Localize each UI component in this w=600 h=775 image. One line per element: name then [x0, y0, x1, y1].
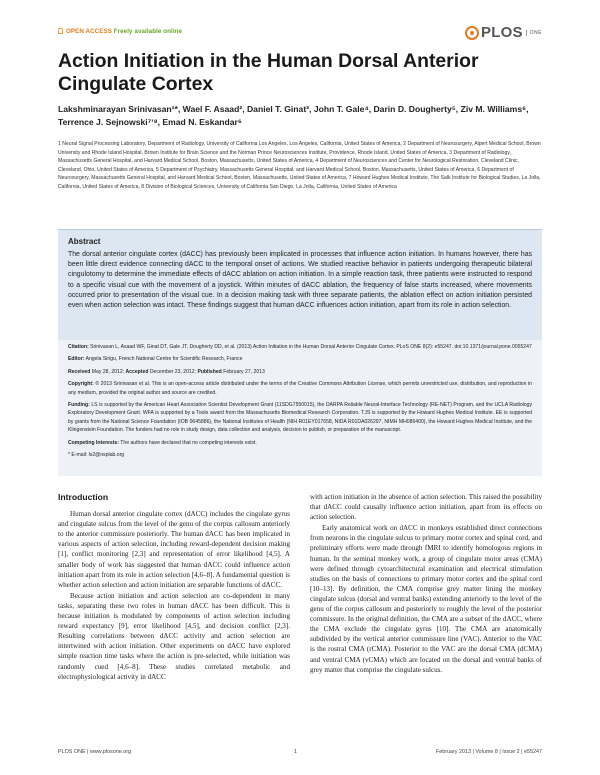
- intro-paragraph: with action initiation in the absence of action selection. This raised the possibility that dACC could causally influence action initiation, apart from its effects on action selection.: [310, 493, 542, 522]
- funding-label: Funding:: [68, 402, 90, 409]
- competing-text: The authors have declared that no competing interests exist.: [120, 439, 257, 446]
- open-lock-icon: [58, 28, 63, 34]
- author-list: Lakshminarayan Srinivasan¹*, Wael F. Asaad², Daniel T. Ginat³, John T. Gale⁴, Darin D. Dougherty⁵, Ziv M. Williams⁶, Terrence J. Sejnowski⁷ʼ⁸, Emad N. Eskandar⁶: [58, 104, 529, 127]
- plos-logo-text: PLOS: [481, 24, 523, 41]
- open-access-label-1: OPEN: [66, 28, 84, 35]
- page-footer: [58, 749, 542, 759]
- article-metadata: [58, 340, 542, 476]
- copyright-text: © 2013 Srinivasan et al. This is an open-access article distributed under the terms of the Creative Commons Attribution License, which permits unrestricted use, distribution, and reproduction in any medium, provided the original author and source are credited.: [68, 381, 532, 396]
- column-left: [58, 492, 290, 683]
- footer-issue: February 2013 | Volume 8 | Issue 2 | e55247: [435, 749, 542, 755]
- published-date: February 27, 2013: [223, 368, 265, 375]
- plos-logo-icon: [465, 26, 479, 40]
- intro-paragraph: Because action initiation and action selection are co-dependent in many tasks, separating these two roles in human dACC has been difficult. This is because initiation is modulated by components of action selection including reward expectancy [9], error likelihood [4,5], and decision conflict [2,3]. Resulting correlations between dACC activity and action selection are intertwined with action initiation. Other experiments on dACC have explored simple reaction time tasks where the action is pre-selected, while initiation was randomly cued [4,6–8]. These studies correlated metabolic and electrophysiological activity in dACC: [58, 591, 290, 681]
- journal-header: [58, 26, 542, 40]
- page-number: 1: [294, 749, 297, 755]
- intro-paragraph: Human dorsal anterior cingulate cortex (dACC) includes the cingulate gyrus and cingulate sulcus from the level of the genu of the corpus callosum anteriorly to the anterior commissure posteriorly. The human dACC has been implicated in various aspects of action selection, including reward-dependent decision making [1], conflict monitoring [2,3] and representation of error likelihood [4,5]. A smaller body of work has suggested that human dACC could influence action initiation apart from its role in action selection [4,6–8]. A fundamental question is whether action selection and action initiation are separable functions of dACC.: [58, 510, 290, 589]
- copyright-line: [68, 380, 532, 397]
- editor-label: Editor:: [68, 356, 85, 363]
- citation-text: Srinivasan L, Asaad WF, Ginat DT, Gale JT, Dougherty DD, et al. (2013) Action Initiation in the Human Dorsal Anterior Cingulate Cortex. PLoS ONE 8(2): e55247. doi:10.1371/journal.pone.0055247: [90, 344, 532, 350]
- email-line[interactable]: * E-mail: ls2@nsplab.org: [68, 452, 125, 459]
- funding-line: [68, 401, 532, 435]
- dates-line: [68, 368, 532, 376]
- accepted-label: Accepted: [125, 368, 149, 375]
- article-title: Action Initiation in the Human Dorsal Anterior Cingulate Cortex: [58, 50, 479, 95]
- introduction-heading: Introduction: [58, 492, 109, 502]
- received-label: Received: [68, 368, 91, 375]
- citation-label: Citation:: [68, 344, 89, 350]
- open-access-label-2: ACCESS: [85, 28, 112, 35]
- competing-interests-line: [68, 439, 532, 447]
- open-access-banner: [58, 28, 182, 35]
- affiliations: 1 Neural Signal Processing Laboratory, Department of Radiology, University of California Los Angeles, Los Angeles, California, United States of America, 2 Department of Neurosurgery, Alpert Medical School, Brown University and Rhode Island Hospital, Brown Institute for Brain Science and the Norman Prince Neurosciences Institute, Providence, Rhode Island, United States of America, 3 Department of Radiology, Massachusetts General Hospital, and Harvard Medical School, Boston, Massachusetts, United States of America, 4 Department of Neurosciences and Center for Neurological Restoration, Cleveland Clinic, Cleveland, Ohio, United States of America, 5 Department of Psychiatry, Massachusetts General Hospital, and Harvard Medical School, Boston, Massachusetts, United States of America, 6 Department of Neurosurgery, Massachusetts General Hospital, and Harvard Medical School, Boston, Massachusetts, United States of America, 7 Howard Hughes Medical Institute, The Salk Institute for Biological Studies, La Jolla, California, United States of America, 8 Division of Biological Sciences, University of California San Diego, La Jolla, California, United States of America: [58, 141, 541, 190]
- citation-line: [68, 343, 532, 351]
- abstract-body: The dorsal anterior cingulate cortex (dACC) has previously been implicated in processes that influence action initiation. In humans however, there has been little direct evidence connecting dACC to the temporal onset of actions. We studied reactive behavior in patients undergoing therapeutic bilateral cingulotomy to determine the immediate effects of dACC ablation on action initiation. In a simple reaction task, three patients were instructed to respond to a specific visual cue with the movement of a joystick. Within minutes of dACC ablation, the frequency of false starts increased, where movements occurred prior to presentation of the visual cue. In a decision making task with three separate patients, the ablation effect on action initiation persisted even when action selection was intact. These findings suggest that human dACC influences action initiation, apart from its role in action selection.: [68, 251, 532, 310]
- competing-label: Competing Interests:: [68, 439, 119, 446]
- abstract-box: [58, 229, 542, 475]
- accepted-date: December 23, 2012;: [149, 368, 197, 375]
- copyright-label: Copyright:: [68, 381, 94, 388]
- intro-paragraph: Early anatomical work on dACC in monkeys established direct connections from neurons in the cingulate sulcus to primary motor cortex and spinal cord, and preliminary efforts were made through fMRI to identify homologous regions in human. In the seminal monkey work, a group of cingulate motor areas (CMA) were defined through cytoarchitectural examination and electrical stimulation studies on the basis of connections to primary motor cortex and the spinal cord [10–13]. By definition, the CMA comprise grey matter lining the monkey cingulate sulcus (dorsal and ventral banks) extending anteriorly to the level of the genu of the corpus callosum and posteriorly to roughly the level of the posterior commissure. In the original definition, the CMA are a subset of the dACC, where the CMA exclude the cingulate gyrus [10]. The CMA are anatomically subdivided by the vertical anterior commissure line (VAC). Anterior to the VAC is the rostral CMA (rCMA). Posterior to the VAC are the dorsal CMA (dCMA) and ventral CMA (vCMA) which are located on the dorsal and ventral banks of grey matter that comprise the cingulate sulcus.: [310, 524, 542, 674]
- published-label: Published: [197, 368, 222, 375]
- abstract-heading: Abstract: [68, 237, 101, 246]
- plos-one-logo[interactable]: [465, 24, 542, 41]
- editor-line: [68, 355, 532, 363]
- plos-logo-sub: ONE: [526, 30, 542, 36]
- received-date: May 28, 2012;: [91, 368, 125, 375]
- open-access-label-3: Freely available online: [113, 28, 183, 35]
- editor-text: Angela Sirigu, French National Centre for Scientific Research, France: [85, 356, 243, 363]
- funding-text: LS is supported by the American Heart Association Scientist Development Grant (11SDG7550015), the DARPA Reliable Neural-Interface Technology (RE-NET) Program, and the UCLA Radiology Exploratory Development Grant. WFA is supported by a Toole award from the Massachusetts Biomedical Research Corporation. TJS is supported by the Howard Hughes Medical Institute. EE is supported by grants from the National Science Foundation (IOB 0645886), the National Institutes of Health (NIH R01EY017658, NIDA R01DA026297, NIMH MH086400), the Howard Hughes Medical Institute, and the Klingenstein Foundation. The funders had no role in study design, data collection and analysis, decision to publish, or preparation of the manuscript.: [68, 402, 532, 434]
- column-right: [310, 492, 542, 676]
- footer-journal[interactable]: PLOS ONE | www.plosone.org: [58, 749, 132, 755]
